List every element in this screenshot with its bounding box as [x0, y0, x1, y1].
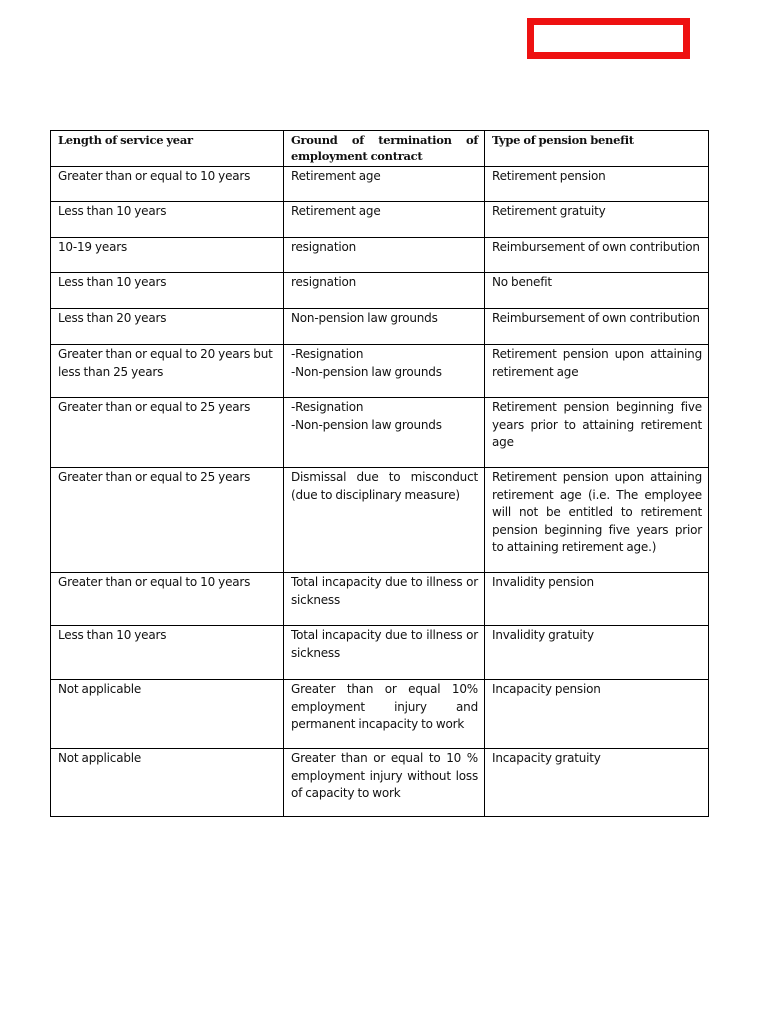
table-row — [51, 626, 709, 680]
ground-line: -Resignation — [291, 400, 364, 414]
cell-ground: Greater than or equal 10% employment injury and permanent incapacity to work — [284, 680, 485, 749]
cell-benefit: Retirement gratuity — [485, 202, 709, 238]
cell-service: Not applicable — [51, 680, 284, 749]
cell-benefit: Retirement pension upon attaining retirement age (i.e. The employee will not be entitled to retirement pension beginning five years prior to attaining retirement age.) — [485, 468, 709, 573]
cell-ground: Total incapacity due to illness or sickness — [284, 573, 485, 626]
cell-ground: resignation — [284, 238, 485, 273]
cell-ground — [284, 345, 485, 398]
cell-service: Greater than or equal to 25 years — [51, 398, 284, 468]
ground-line: -Non-pension law grounds — [291, 364, 442, 379]
cell-ground: Greater than or equal to 10 % employment injury without loss of capacity to work — [284, 749, 485, 817]
cell-benefit: Invalidity pension — [485, 573, 709, 626]
cell-benefit: Retirement pension upon attaining retirement age — [485, 345, 709, 398]
cell-ground — [284, 398, 485, 468]
cell-benefit: Retirement pension — [485, 167, 709, 202]
header-type-of-pension-benefit: Type of pension benefit — [485, 131, 709, 167]
cell-benefit: Reimbursement of own contribution — [485, 238, 709, 273]
cell-service: 10-19 years — [51, 238, 284, 273]
table-row — [51, 468, 709, 573]
table-row — [51, 573, 709, 626]
cell-benefit: No benefit — [485, 273, 709, 309]
red-outline-box — [527, 18, 690, 59]
cell-ground: Retirement age — [284, 202, 485, 238]
table-row — [51, 680, 709, 749]
table-row — [51, 398, 709, 468]
cell-benefit: Invalidity gratuity — [485, 626, 709, 680]
header-length-of-service: Length of service year — [51, 131, 284, 167]
cell-service: Greater than or equal to 25 years — [51, 468, 284, 573]
table-row — [51, 345, 709, 398]
table-row — [51, 167, 709, 202]
cell-ground: Non-pension law grounds — [284, 309, 485, 345]
cell-ground: Dismissal due to misconduct (due to disciplinary measure) — [284, 468, 485, 573]
header-ground-of-termination: Ground of termination of employment contract — [284, 131, 485, 167]
cell-service: Greater than or equal to 10 years — [51, 573, 284, 626]
cell-benefit: Incapacity gratuity — [485, 749, 709, 817]
cell-service: Greater than or equal to 20 years but less than 25 years — [51, 345, 284, 398]
cell-service: Not applicable — [51, 749, 284, 817]
cell-ground: Total incapacity due to illness or sickness — [284, 626, 485, 680]
cell-service: Less than 20 years — [51, 309, 284, 345]
cell-service: Less than 10 years — [51, 273, 284, 309]
cell-benefit: Reimbursement of own contribution — [485, 309, 709, 345]
table-row — [51, 309, 709, 345]
cell-service: Less than 10 years — [51, 626, 284, 680]
table-row — [51, 749, 709, 817]
pension-benefit-table — [50, 130, 709, 817]
ground-line: -Resignation — [291, 347, 364, 361]
ground-line: -Non-pension law grounds — [291, 417, 442, 432]
cell-ground: resignation — [284, 273, 485, 309]
table-row — [51, 238, 709, 273]
table-header-row — [51, 131, 709, 167]
table-row — [51, 273, 709, 309]
cell-service: Less than 10 years — [51, 202, 284, 238]
table-row — [51, 202, 709, 238]
cell-service: Greater than or equal to 10 years — [51, 167, 284, 202]
cell-benefit: Incapacity pension — [485, 680, 709, 749]
cell-benefit: Retirement pension beginning five years prior to attaining retirement age — [485, 398, 709, 468]
cell-ground: Retirement age — [284, 167, 485, 202]
